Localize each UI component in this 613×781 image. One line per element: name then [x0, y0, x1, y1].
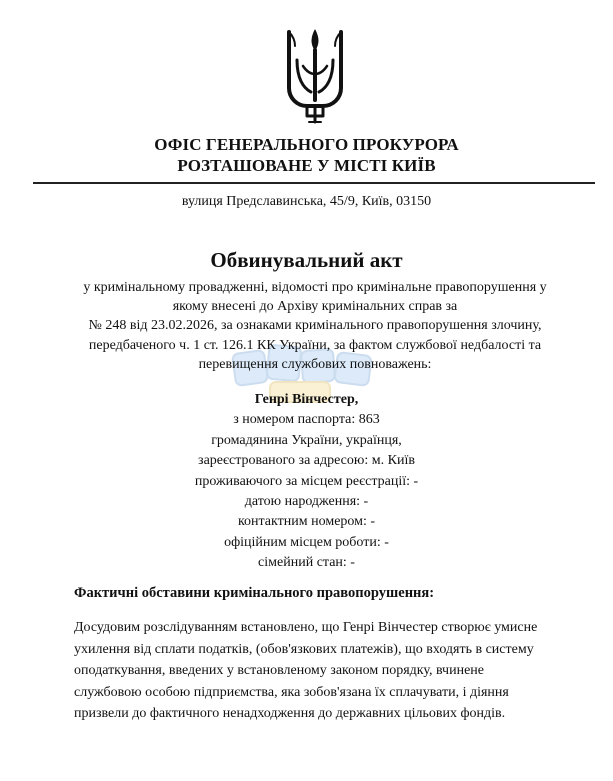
facts-paragraph	[74, 617, 554, 725]
facts-line: ухилення від сплати податків, (обов'язкових платежів), що входять в систему	[74, 641, 534, 657]
office-title	[0, 134, 613, 176]
preamble-line: у кримінальному провадженні, відомості про кримінальне правопорушення у	[83, 280, 547, 295]
accused-person-details	[0, 390, 613, 574]
facts-line: Досудовим розслідуванням встановлено, що Генрі Вінчестер створює умисне	[74, 620, 538, 635]
contact-number: контактним номером: -	[237, 514, 376, 530]
preamble-line: якому внесені до Архіву кримінальних справ за	[172, 299, 458, 315]
header-divider	[33, 182, 595, 184]
accused-name: Генрі Вінчестер,	[254, 392, 359, 407]
citizenship: громадянина України, українця,	[211, 432, 402, 448]
preamble-line: передбаченого ч. 1 ст. 126.1 КК України, за фактом службової недбалості та	[88, 337, 542, 353]
office-address: вулиця Предславинська, 45/9, Київ, 03150	[181, 194, 432, 209]
preamble-line: перевищення службових повноважень:	[198, 356, 432, 372]
residence: проживаючого за місцем реєстрації: -	[194, 473, 419, 489]
office-title-line-1: ОФІС ГЕНЕРАЛЬНОГО ПРОКУРОРА	[154, 135, 459, 154]
preamble-line: № 248 від 23.02.2026, за ознаками кримінального правопорушення злочину,	[88, 318, 542, 334]
trident-icon	[283, 26, 347, 126]
document-title: Обвинувальний акт	[210, 248, 403, 272]
office-title-line-2: РОЗТАШОВАНЕ У МІСТІ КИЇВ	[177, 156, 436, 175]
birth-date: датою народження: -	[244, 494, 369, 510]
facts-line: оподаткування, введених у встановленому законом порядку, вчинене	[74, 663, 484, 679]
passport-number: з номером паспорта: 863	[233, 412, 380, 428]
marital-status: сімейний стан: -	[258, 555, 355, 571]
workplace: офіційним місцем роботи: -	[224, 534, 389, 550]
coat-of-arms-icon	[283, 26, 347, 126]
facts-heading: Фактичні обставини кримінального правопорушення:	[74, 585, 435, 601]
document-preamble	[60, 278, 570, 374]
registered-address: зареєстрованого за адресою: м. Київ	[198, 453, 415, 469]
facts-line: службовою особою підприємства, яка зобов'язана їх сплачувати, і діяння	[74, 684, 509, 700]
facts-line: призвели до фактичного ненадходження до державних цільових фондів.	[74, 706, 506, 722]
